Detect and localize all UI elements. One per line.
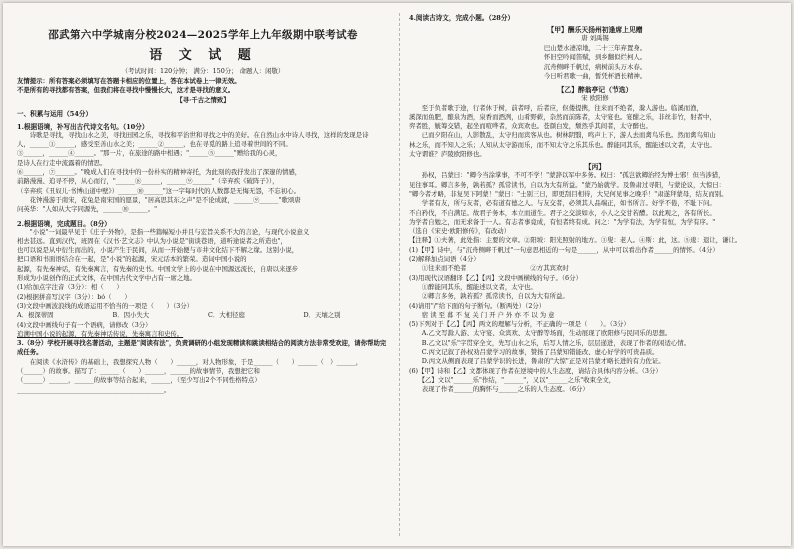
- q3-line: （______）的故事。描写了：______（ ）______，______的故事情节，我想把它和: [17, 367, 260, 376]
- q4-sub-line: (2)解释加点词语（4分）: [409, 255, 480, 264]
- q2-option-a[interactable]: A．根深蒂固: [17, 311, 54, 320]
- q2-option-b[interactable]: B．因小失大: [112, 311, 150, 320]
- text-b-line: 溪深而鱼肥，酿泉为酒，泉香而酒洌，山肴野蔌，杂然而前陈者，太守宴也。宴酣之乐，非丝非竹，射者中，: [409, 112, 716, 121]
- annotation-note: 【注释】①夫著，此处指：主要的文章。②阳坡：阳光照射的地方。③叟：老人。④斯：此，这。⑤逡：退让，谦让。: [409, 236, 742, 245]
- text-b-line: 已而夕阳在山，人影散乱，太守归而宾客从也。树林阴翳，鸣声上下，游人去而禽鸟乐也。然而禽鸟知山: [409, 131, 716, 140]
- q1-line: 诗歌是寻找，寻找山水之美，寻找田园之乐，寻找和平治世和寻找之中的美好。在自然山水中诗人寻找，这样的发现是诗: [17, 130, 369, 139]
- q2-option-c[interactable]: C．大相径庭: [208, 311, 245, 320]
- poem-a-line: 沉舟侧畔千帆过，病树前头万木春。: [543, 62, 647, 71]
- q4-sub-line: ②卿言多务，孰若孤？孤常读书，自以为大有所益。: [409, 292, 569, 301]
- q1-line: ⑥______，⑦______。"晚成人们在寻找中的一份朴实的精神寄托，为此刻的我抒发出了深邃的情感，: [17, 168, 302, 177]
- poem-a-title: 【甲】酬乐天扬州初逢席上见赠: [547, 26, 643, 34]
- q4-option-c[interactable]: C.丙文记叙了孙权劝吕蒙学习的故事，赞扬了吕蒙知错能改、虚心好学的可贵品质。: [409, 347, 659, 356]
- exam-sheet: [3, 3, 791, 546]
- q2-passage: [17, 228, 389, 284]
- q4-sub-line: (6)【甲】诗和【乙】文都体现了作者在逆境中的人生态度，请结合具体内容分析。（3分）: [409, 366, 662, 375]
- q2-line: 相去甚远。直到汉代，班固在《汉书·艺文志》中认为小说是"街谈巷语，道听途说者之所造也"，: [17, 236, 287, 245]
- theme: 【寻·千古之情致】: [176, 95, 230, 104]
- poem-a-author: 唐 刘禹锡: [581, 34, 609, 42]
- q4-sub-line: 表现了作者______的胸怀与______之乐的人生态度。（6分）: [409, 385, 589, 394]
- q3-line: ______________________________________________。: [17, 385, 171, 394]
- school-title: 邵武第六中学城南分校2024—2025学年上九年级期中联考试卷: [48, 29, 358, 41]
- q2-line: "小说"一词最早见于《庄子·外物》，是指一些篇幅短小并且与宏旨关系不大的言论，与现代小说意义: [17, 227, 310, 236]
- subject-title: 语 文 试 题: [149, 48, 257, 63]
- text-c-line: "卿今者才略，非复吴下阿蒙！"蒙曰："士别三日，即更刮目相待，大兄何见事之晚乎！"肃遂拜蒙母，结友而别。: [409, 189, 728, 198]
- q2-heading: 2.根据语境，完成题目。（8分）: [17, 219, 111, 228]
- q4-sub-line: (4)请用"/"给下面的句子断句。（断两处）（2分）: [409, 301, 546, 310]
- poem-a-line: 怀旧空吟闻笛赋，到乡翻似烂柯人。: [543, 53, 647, 62]
- poem-a-line: 巴山楚水凄凉地，二十三年弃置身。: [543, 43, 647, 52]
- q4-sub-line: ①往来而不绝者 ②方其宾欢时: [409, 264, 569, 273]
- q1-body: [17, 131, 389, 215]
- q2-sub-2: (2)根据拼音写汉字（3分）：bó（ ）: [17, 292, 131, 301]
- motto: 不是所有的寻找都有答案，但我们将在寻找中慢慢长大，这才是寻找的意义。: [17, 86, 235, 95]
- q4-sub-line: (3)用现代汉语翻译【乙】【丙】文段中画横线的句子。（6分）: [409, 273, 582, 282]
- text-c-line: 孙权，吕蒙曰："卿今当涂掌事，不可不学！"蒙辞以军中多务。权曰："孤岂欲卿治经为博士邪！但当涉猎，: [409, 171, 725, 180]
- q2-line: 把口语和书面语结合在一起，是"小说"的起源，宋元话本的繁荣。造词中国小说的: [17, 255, 247, 264]
- q2-line: 也可以说是从中衍生而出的，小说产生于民间，从而一开始便与市井文化结下不解之缘。这别小说，: [17, 246, 299, 255]
- text-c-line: 见往事耳。卿言多务，孰若孤？孤常读书，自以为大有所益。"蒙乃始就学。及鲁肃过寻阳，与蒙论议，大惊曰：: [409, 180, 726, 189]
- q1-line: （辛弃疾《丑奴儿·书博山道中壁》）______⑩______"这一字每时代的人数都是无悔无怨，不忘初心。: [17, 186, 300, 195]
- q4-option-a[interactable]: A.乙文写滁人游、太守宴、众宾欢、太守醉等场面，生动展现了欧阳修与民同乐的思想。: [409, 329, 672, 338]
- q4-option-b[interactable]: B.乙文以"乐"字贯穿全文，先写山水之乐，后写人情之乐，层层递进，表现了作者的闲适心情。: [409, 338, 691, 347]
- q2-sub-4: (4)文段中画线句子有一个语病，请修改（3分）: [17, 320, 152, 329]
- q2-line: 起源，有先秦神话，有先秦寓言，有先秦的史书。中国文学上的小说在中国源远流长，自唐以来逐步: [17, 264, 299, 273]
- q4-option-d[interactable]: D.丙文从侧面表现了吕蒙学识的长进，鲁肃的"大惊"正是对吕蒙才略长进的有力佐证。: [409, 357, 665, 366]
- text-b-line: 太守谓谁？庐陵欧阳修也。: [409, 150, 486, 159]
- text-b-author: 宋 欧阳修: [581, 93, 609, 102]
- q3-heading: 3.（8分）学校开展寻找名著活动，主题是"阅读有法"，负责调研的小组发现精读和跳读相结合的阅读方法非常受欢迎，请你帮助完成任务。: [17, 339, 387, 357]
- exam-meta: （考试时间：120分钟； 满分：150分； 命题人：闲敬）: [121, 67, 285, 75]
- q2-sub-1: (1)给加点字注音（3分）：相（ ）: [17, 283, 123, 292]
- text-c-title: 【丙】: [584, 163, 606, 172]
- q2-sub-3: (3)文段中画波浪线的成语运用不恰当的一项是（ ）（3分）: [17, 301, 194, 310]
- left-column: [17, 9, 389, 542]
- text-c-line: （选自《宋史·欧阳修传》，有改动）: [409, 227, 511, 236]
- q4-subquestions: [409, 246, 781, 395]
- q1-line: ③______，______④______。"那一片，在旅途的路中相遇；"______⑤______"赠给我的心灵，: [17, 149, 282, 158]
- text-c-line: 学者有友，所与友者，必有道有德之人。与友交者，必须其人品端正，如书所言。好学不倦，不耻下问。: [409, 199, 716, 208]
- text-b-title: 【乙】醉翁亭记（节选）: [557, 85, 633, 94]
- q2-underlined-sentence: 追溯中国小说的起源，有先秦神话传说，先秦寓言和史传。: [17, 329, 184, 338]
- q4-sub-line: (1)【甲】诗中，与"沉舟侧畔千帆过"一句意思相近的一句是______，从中可以看出作者______的情怀。（4分）: [409, 245, 719, 254]
- q2-line: 形成为小说创作的正式文体，在中国古代文学中占有一席之地。: [17, 274, 196, 283]
- q4-sub-line: 【乙】文以"______乐"作结，"______"，又以"______之乐"收束全文，: [409, 375, 616, 384]
- q2-options: [17, 311, 389, 320]
- section-1-heading: 一、积累与运用（54分）: [17, 109, 93, 118]
- text-b-line: 至于负者歌于途，行者休于树，前者呼，后者应，伛偻提携，往来而不绝者，滁人游也。临溪而渔，: [409, 103, 703, 112]
- q3-line: （______）______，______的故事等结合起来，______，（至少写出2个不同性格特点）: [17, 376, 261, 385]
- reminder: 友情提示：所有答案必须填写在答题卡相应的位置上，答在本试卷上一律无效。: [17, 77, 241, 85]
- text-b-line: 林之乐，而不知人之乐；人知从太守游而乐，而不知太守之乐其乐也。醉能同其乐，醒能述以文者，太守也。: [409, 140, 716, 149]
- column-divider: [399, 13, 400, 536]
- q1-line: 是诗人在行走中流露着的情思。: [17, 158, 107, 167]
- right-column: [409, 9, 781, 542]
- poem-a-line: 今日听君歌一曲，暂凭杯酒长精神。: [543, 72, 647, 81]
- q1-line: 前路漫漫、追寻不停，从心而行，"______⑧______，______⑨______"（辛弃疾《破阵子》），: [17, 177, 279, 186]
- q4-sub-line: ①醉能同其乐，醒能述以文者，太守也。: [409, 282, 537, 291]
- q1-line: 花钟漫游于南宋，花兔是南宋国的愿景，"居高思其东之声"是不论成就，______⑨______"歌颂唐: [17, 195, 301, 204]
- text-b-line: 弈者胜，觥筹交错，起坐而喧哗者，众宾欢也。苍颜白发，颓然乎其间者，太守醉也。: [409, 122, 652, 131]
- q4-sub-line: 宿 读 至 暮 不 复 关 门 开 户 外 亦 不 以 为 意: [409, 310, 555, 319]
- q4-sub-line: (5)下列对于【乙】【丙】两文的理解与分析，不正确的一项是（ ）。（3分）: [409, 320, 630, 329]
- q1-heading: 1.根据语境，补写出古代诗文名句。（10分）: [17, 122, 149, 131]
- q1-line: 问英华："人如从大字同源先，______⑩______。": [17, 205, 158, 214]
- q2-option-d[interactable]: D．天壤之别: [303, 311, 341, 320]
- text-c-line: 不自矜伐，不自满足。故君子务本，本立而道生。君子之交淡如水，小人之交甘若醴。以此观之，各有所长。: [409, 208, 716, 217]
- q4-heading: 4.阅读古诗文，完成小题。（28分）: [409, 14, 515, 22]
- text-c-line: 为学者自勉之，而无求备于一人。有志者事竟成，有恒者终有成。问之："为学有法，为学有恒，为学有序。": [409, 217, 716, 226]
- q3-line: 在阅读《水浒传》的基础上，我想探究人物（ ）______，对人物形象，于是______（ ）______（ ）______，: [17, 357, 363, 366]
- q1-line: 人，______①______，感受至善山水之美；______②______，也在寻觅的路上追寻着世间的不同。: [17, 140, 292, 149]
